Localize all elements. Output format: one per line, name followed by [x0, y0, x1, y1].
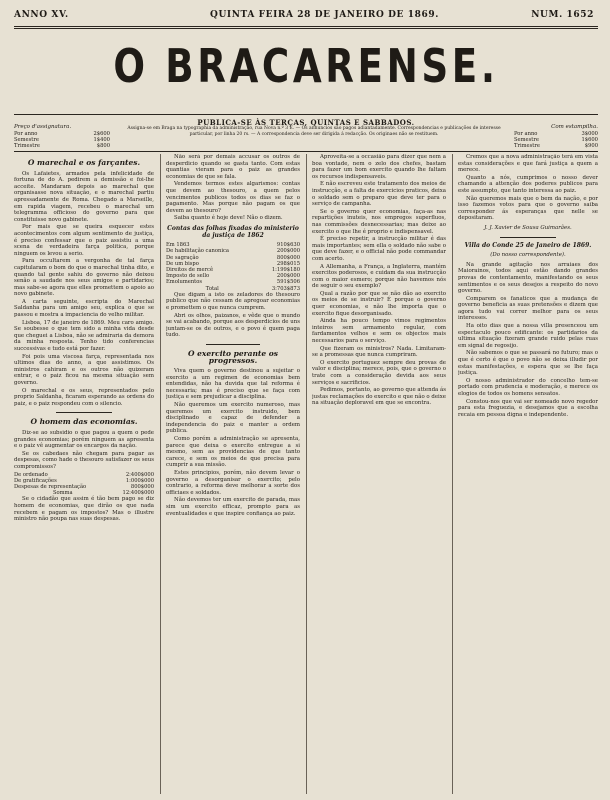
paragraph: Que fizeram os ministros? Nada. Limitaram-se a promessas que nunca cumpriram.: [312, 345, 446, 359]
stamped-prices: [514, 124, 598, 150]
account-label: Em 1863: [166, 242, 190, 249]
paragraph: Pedimos, portanto, ao governo que attenda ás justas reclamações do exercito e que não o deixe na situação deploravel em que se encontra.: [312, 387, 446, 407]
paragraph: Se o cidadão que assim é tão bem pago se diz homem de economias, que dirão os que nada recebem e pagam os impostos? Mas o illustre ministro não poupa nas suas despesas.: [14, 496, 154, 523]
publication-schedule: PUBLICA-SE ÀS TERÇAS, QUINTAS E SABBADOS.: [197, 118, 415, 127]
paragraph: Não queremos mais que o bem da nação, e por isso fazemos votos para que o governo saiba corresponder ás esperanças que nelle se depositaram.: [458, 195, 598, 222]
paragraph: Que digam a isto os zeladores do thesouro publico que não cessam de apregoar economias e promettem o que nunca cumprem.: [166, 291, 300, 311]
account-value: 200$000: [276, 273, 300, 280]
price-value: $800: [96, 143, 110, 150]
paragraph: Diz-se ao subsidio o que pagou a quem o pede grandes economias; porém ninguem as apresenta e o paiz vê augmentar os encargos da nação.: [14, 429, 154, 450]
ledger-label: Somma: [52, 490, 73, 497]
paragraph: Aproveita-se a occasião para dizer que nem a boa vontade, nem o zelo dos chefes, bastam para fazer um bom exercito quando lhe faltam os recursos indispensaveis.: [312, 154, 446, 180]
article-subheading: (Do nosso correspondente).: [490, 252, 566, 259]
title-rule: [14, 114, 598, 115]
account-label: De sagração: [166, 254, 199, 261]
account-label: Emolumentos: [166, 279, 203, 286]
account-value: 800$000: [276, 254, 300, 261]
article-columns: [14, 154, 598, 794]
paragraph: Abri os olhos, paizanos, e vêde que o mundo se vai acabando, porque aos desperdicios de uns juntam-se os de outros, e o povo é quem paga tudo.: [166, 312, 300, 339]
paragraph: Constou-nos que vai ser nomeado novo regedor para esta freguezia, e desejamos que a escolha recaia em pessoa digna e independente.: [458, 398, 598, 418]
price-label: Por anno: [14, 131, 38, 137]
paragraph: Lisboa, 17 de janeiro de 1869. Meu caro amigo. Se soubesse o que tem sido a minha vida desde que cheguei a Lisboa, não se admiraria da demora da minha resposta. Tenho tido conferencias successivas e tudo está por fazer.: [14, 319, 154, 353]
account-value: 591$506: [276, 279, 300, 286]
ledger-label: De gratificações: [14, 477, 57, 484]
paragraph: A carta seguinte, escripta do Marechal Saldanha para um amigo seu, explica o que se passou e mostra a impaciencia do velho militar.: [14, 298, 154, 319]
paragraph: Para occultarem a vergonha de tal farça capitularam o bom do que o marechal tinha dito, e quando tal gente sahiu do governo não deixou senão a saudade nos seus amigos e partidarios; mas sabe-se agora que elles promettem o apoio ao novo gabinete.: [14, 258, 154, 298]
newspaper-title: O BRACARENSE.: [113, 39, 499, 93]
paragraph: Não será por demais accusar os outros de desperdicio quando se gasta tanto. Com estas quantias vieram para o paiz as grandes economias de que se fala.: [166, 154, 300, 180]
stamped-title: Com estampilha.: [551, 124, 598, 130]
column-4: [458, 154, 598, 794]
subscription-prices: [14, 124, 110, 150]
ledger-value: 1:000$000: [125, 477, 154, 484]
account-value: 910$630: [276, 242, 300, 249]
paragraph: Vendemos termos estes algarismos: contas que devem ao thesouro, a quem pelos vencimentos publicos todos os dias se faz o pagamento. Mas porque não pagam os que devem ao thesouro?: [166, 181, 300, 214]
account-value: 3:703$873: [271, 285, 300, 292]
article-heading: Villa do Conde 25 de Janeiro de 1869.: [464, 241, 592, 249]
paragraph: Não queremos um exercito numeroso, mas queremos um exercito instruido, bem disciplinado e capaz de defender a independencia do paiz e manter a ordem publica.: [166, 402, 300, 435]
article-heading: O exercito perante os progressos.: [188, 348, 278, 365]
paragraph: Foi pois uma viscosa farça, representada nos ultimos dias do anno, a que assistimos. Os ministros cahiram e os outros não quizeram entrar, e o paiz ficou na mesma situação sem governo.: [14, 353, 154, 386]
ledger-label: De ordenado: [14, 471, 48, 478]
paragraph: Não sabemos o que se passará no futuro; mas o que é certo é que o povo não se deixa illudir por estas manifestações, e espera que se lhe faça justiça.: [458, 350, 598, 377]
price-value: 2$600: [93, 131, 110, 137]
table-heading: Contas das folhas fixadas do ministerio da justiça de 1862: [167, 224, 299, 239]
divider: [206, 344, 260, 345]
ledger-value: 2:400$000: [125, 471, 154, 478]
price-value: $900: [584, 143, 598, 150]
paragraph: Se os cabedaes não chegam para pagar as despesas, como hade o thesouro satisfazer os seus compromissos?: [14, 450, 154, 470]
paragraph: O marechal e os seus, representados pelo proprio Saldanha, ficaram esperando as ordens do paiz, e o paiz respondeu com o silencio.: [14, 387, 154, 407]
column-2: [166, 154, 300, 794]
paragraph: E não escreveu este tratamento dos meios de instrucção, e a falta de exercicios praticos, deixa o soldado sem o preparo que deve ter para o serviço de campanha.: [312, 181, 446, 208]
account-value: 200$000: [276, 248, 300, 255]
ledger-value: 800$000: [130, 483, 154, 490]
article-heading: O homem das economias.: [30, 417, 138, 427]
paragraph: É preciso repetir, a instrucção militar é das mais importantes; sem ella o soldado não sabe o que deve fazer, e o official não pode commandar com acerto.: [312, 236, 446, 262]
column-3: [312, 154, 446, 794]
paragraph: Comparem os fanaticos que a mudança de governo beneficia as suas pretensões e dizem que agora tudo vai correr melhor para os seus interesses.: [458, 295, 598, 322]
article-heading: O marechal e os farçantes.: [27, 158, 141, 167]
divider: [56, 412, 112, 413]
publisher-notice: Assigna-se em Braga na typographia da administração, rua Nova n.º 3 E. — Os annuncios são pagos adiantadamente. Correspondencias e publicações de interesse particular, por linha 20 rs. — A correspondencia deve ser dirigida á redacção. Os originaes não se restituem.: [127, 126, 501, 138]
paragraph: A Allemanha, a França, a Inglaterra, mantém exercitos poderosos, e cuidam da sua instrucção com o maior esmero; porque não havemos nós de seguir o seu exemplo?: [312, 263, 446, 290]
paragraph: Por mais que se queira esquecer estes acontecimentos com algum sentimento de justiça, é preciso confessar que o paiz assistiu a uma scena de verdadeira farça politica, porque ninguem os levou a serio.: [14, 224, 154, 257]
account-value: 1:199$180: [271, 266, 300, 273]
paragraph: Se o governo quer economias, faça-as nas repartições inuteis, nos empregos superfluos, nas commissões desnecessarias; mas deixe ao exercito o que lhe é proprio e indispensavel.: [312, 208, 446, 235]
paragraph: Quanto a nós, cumprimos o nosso dever chamando a attenção dos poderes publicos para este assumpto, que tanto interessa ao paiz.: [458, 174, 598, 194]
paragraph: Qual a razão por que se não dão ao exercito os meios de se instruir? É porque o governo quer economias, e não lhe importa que o exercito fique desorganisado.: [312, 290, 446, 317]
price-value: 1$400: [93, 137, 110, 144]
issue-date: QUINTA FEIRA 28 DE JANEIRO DE 1869.: [210, 10, 439, 20]
paragraph: O exercito portuguez sempre deu provas de valor e disciplina; merece, pois, que o governo o trate com a consideração devida aos seus serviços e sacrificios.: [312, 359, 446, 386]
salary-ledger: [14, 472, 154, 497]
paragraph: Como porém a administração se apresenta, parece que deixa o exercito entregue a si mesmo, sem as providencias de que tanto carece, e sem os meios de que precisa para cumprir a sua missão.: [166, 436, 300, 469]
price-label: Semestre: [14, 137, 39, 144]
paragraph: Estes principios, porém, não devem levar o governo a desorganisar o exercito; pelo contrario, a reforma deve melhorar a sorte dos officiaes e soldados.: [166, 470, 300, 496]
newspaper-page: [14, 6, 598, 796]
ministry-accounts-table: [166, 242, 300, 292]
paragraph: Os Lafaietes, armados pela infelicidade de fortuna de do A. pedirem a demissão e foi-lhe acceite. Mandaram depois ao marechal que organisasse nova situação, e o marechal partiu apressadamente de Roma. Chegado a Marseille, em rapida viagem, recebeu o marechal um telegramma officioso do governo para que constituisse novo gabinete.: [14, 170, 154, 223]
signature: J. J. Xavier de Sousa Guimarães.: [484, 224, 572, 231]
paragraph: Ainda ha pouco tempo vimos regimentos inteiros sem armamento regular, com fardamentos velhos e sem os objectos mais necessarios para o serviço.: [312, 318, 446, 345]
column-rule: [452, 154, 453, 794]
ledger-label: Despesas de representação: [14, 483, 87, 490]
account-label: Direitos de mercê: [166, 266, 214, 273]
account-label: De habilitação canonica: [166, 248, 230, 255]
top-rule: [14, 26, 598, 27]
price-label: Trimestre: [14, 143, 40, 150]
account-label: Imposto de sello: [166, 273, 210, 280]
masthead-topbar: [14, 6, 598, 26]
paragraph: Saiba quanto é hoje deve! Não o dizem.: [174, 215, 283, 222]
paragraph: Viva quem o governo destinou a sujeitar o exercito a um regimen de economias bem entendidas, não ha duvida que tal reforma é necessaria; mas é preciso que se faça com justiça e sem prejudicar a disciplina.: [166, 368, 300, 401]
column-rule: [160, 154, 161, 794]
account-label: De um bispo: [166, 260, 199, 267]
ledger-value: 12:400$000: [122, 490, 154, 497]
column-1: [14, 154, 154, 794]
top-rule-2: [14, 28, 598, 29]
price-value: 1$600: [581, 137, 598, 144]
paragraph: O nosso administrador do concelho tem-se portado com prudencia e moderação, e merece os elogios de todos os homens sensatos.: [458, 377, 598, 397]
paragraph: Ha oito dias que a nossa villa presenceou um espectaculo pouco edificante: os partidarios da ultima situação fizeram grande ruido pelas ruas em signal de regosijo.: [458, 323, 598, 349]
header-bottom-rule: [14, 151, 598, 152]
column-rule: [306, 154, 307, 794]
price-label: Por anno: [514, 131, 538, 137]
divider: [500, 237, 556, 238]
subscription-title: Preço d'assignatura.: [14, 124, 72, 130]
price-value: 3$000: [581, 131, 598, 137]
issue-number: NUM. 1652: [531, 10, 594, 20]
paragraph: Cremos que a nova administração terá em vista estas considerações e que fará justiça a quem a merece.: [458, 154, 598, 174]
price-label: Trimestre: [514, 143, 540, 150]
paragraph: Na grande agitação nos arraiaes dos Maiorainos, todos aqui estão dando grandes provas de contentamento, manifestando os seus sentimentos e os seus desejos a respeito do novo governo.: [458, 261, 598, 295]
account-label: Total: [205, 285, 219, 292]
account-value: 298$015: [276, 260, 300, 267]
paragraph: Não devemos ter um exercito de parada, mas sim um exercito efficaz, prompto para as eventualidades e que inspire confiança ao paiz.: [166, 497, 300, 517]
issue-year: ANNO XV.: [14, 10, 69, 20]
price-label: Semestre: [514, 137, 539, 144]
